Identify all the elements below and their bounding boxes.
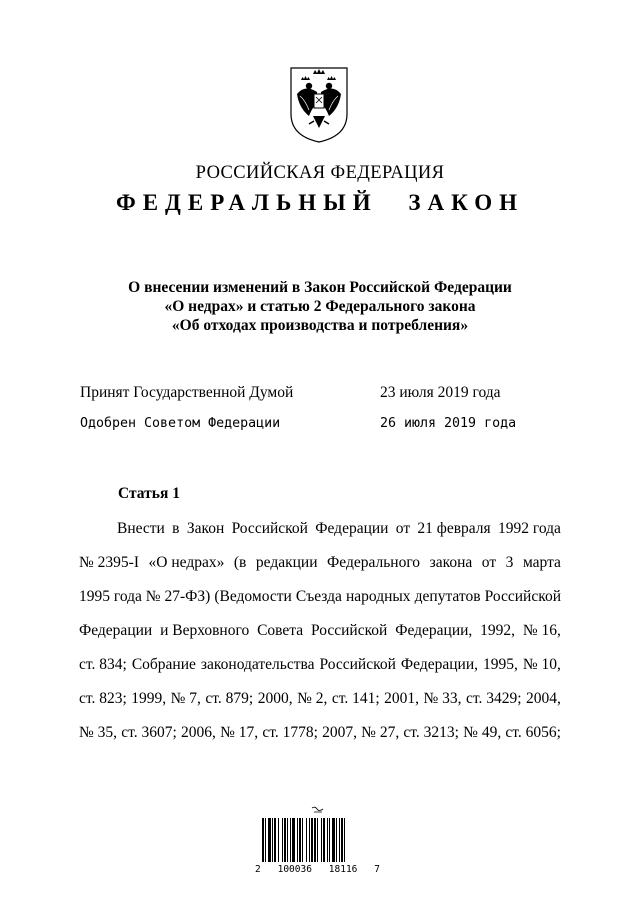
article-word: ст. 6056; [505, 724, 561, 741]
article-title: Статья 1 [118, 485, 180, 502]
coat-of-arms-icon [287, 64, 351, 144]
article-word: Федерации, [400, 656, 478, 673]
law-title-line: «О недрах» и статью 2 Федерального закона [164, 298, 476, 315]
article-word: № 7, [170, 690, 201, 707]
article-word: Российской [319, 656, 396, 673]
article-word: Съезда [295, 588, 342, 605]
article-word: ст. 3429; [466, 690, 522, 707]
council-approval-date: 26 июля 2019 года [380, 416, 517, 431]
article-word: 2004, [526, 690, 561, 707]
article-word: ст. 3607; [121, 724, 177, 741]
article-word: депутатов [414, 588, 481, 605]
article-word: Федерации [315, 520, 389, 537]
document-type-heading: ФЕДЕРАЛЬНЫЙ ЗАКОН [115, 190, 525, 215]
duma-adoption-label: Принят Государственной Думой [80, 384, 294, 401]
barcode-digit-group: 100036 [277, 864, 312, 875]
article-word: 2000, [257, 690, 293, 707]
article-line [79, 716, 561, 750]
article-word: законодательства [200, 656, 315, 673]
article-word: (Ведомости [214, 588, 292, 605]
article-word: 3 [505, 554, 514, 571]
article-word: № 49, [463, 724, 502, 741]
article-word: № 33, [423, 690, 462, 707]
article-word: Совета [257, 622, 304, 639]
barcode-digit-group: 7 [374, 864, 380, 875]
article-word: Российской [231, 520, 308, 537]
law-title [0, 278, 640, 335]
article-word: от [395, 520, 411, 537]
duma-adoption-date: 23 июля 2019 года [380, 384, 501, 401]
article-word: 1992, [480, 622, 516, 639]
article-word: от [481, 554, 497, 571]
article-word: № 17, [220, 724, 259, 741]
article-word: № 2395-I [79, 554, 139, 571]
article-word: ст. 141; [331, 690, 380, 707]
article-word: Российской [310, 622, 388, 639]
barcode-number [255, 864, 380, 875]
article-word: № 16, [522, 622, 561, 639]
article-line [79, 580, 561, 614]
article-word: 1995, [483, 656, 518, 673]
article-word: 2007, [322, 724, 357, 741]
article-word: марта [522, 554, 561, 571]
article-word: ст. 3213; [403, 724, 459, 741]
article-word: (в [233, 554, 247, 571]
article-word: ст. 879; [205, 690, 254, 707]
article-word: № 2, [297, 690, 328, 707]
article-word: 2006, [181, 724, 216, 741]
article-word: Федерации, [395, 622, 473, 639]
article-word: 2001, [384, 690, 419, 707]
article-word: 1995 года № 27-ФЗ) [79, 588, 211, 605]
article-word: 21 февраля [417, 520, 491, 537]
article-word: и Верховного [160, 622, 250, 639]
article-word: Внести [117, 520, 165, 537]
article-line [79, 682, 561, 716]
article-word: 1992 года [497, 520, 561, 537]
country-heading: РОССИЙСКАЯ ФЕДЕРАЦИЯ [195, 163, 445, 183]
law-title-line: «Об отходах производства и потребления» [171, 317, 469, 334]
article-line [79, 512, 561, 546]
article-line [79, 546, 561, 580]
article-line [79, 648, 561, 682]
article-word: Закон [186, 520, 225, 537]
council-approval-label: Одобрен Советом Федерации [80, 416, 281, 431]
article-line [79, 614, 561, 648]
article-word: ст. 823; [79, 690, 127, 707]
article-word: в [172, 520, 180, 537]
article-word: «О недрах» [148, 554, 225, 571]
article-word: редакции [255, 554, 318, 571]
article-word: № 27, [361, 724, 400, 741]
article-word: закона [429, 554, 473, 571]
article-word: Собрание [131, 656, 196, 673]
article-word: народных [345, 588, 411, 605]
barcode-digit-group: 2 [255, 864, 261, 875]
article-word: Федерального [327, 554, 421, 571]
law-title-line: О внесении изменений в Закон Российской Федерации [128, 279, 512, 296]
article-word: ст. 1778; [262, 724, 318, 741]
barcode-digit-group: 18116 [328, 864, 358, 875]
article-word: № 35, [79, 724, 118, 741]
article-word: Российской [484, 588, 561, 605]
barcode-icon [258, 806, 378, 868]
article-body [79, 512, 561, 750]
article-word: ст. 834; [79, 656, 127, 673]
article-word: Федерации [79, 622, 153, 639]
article-word: 1999, [131, 690, 167, 707]
article-word: № 10, [522, 656, 561, 673]
